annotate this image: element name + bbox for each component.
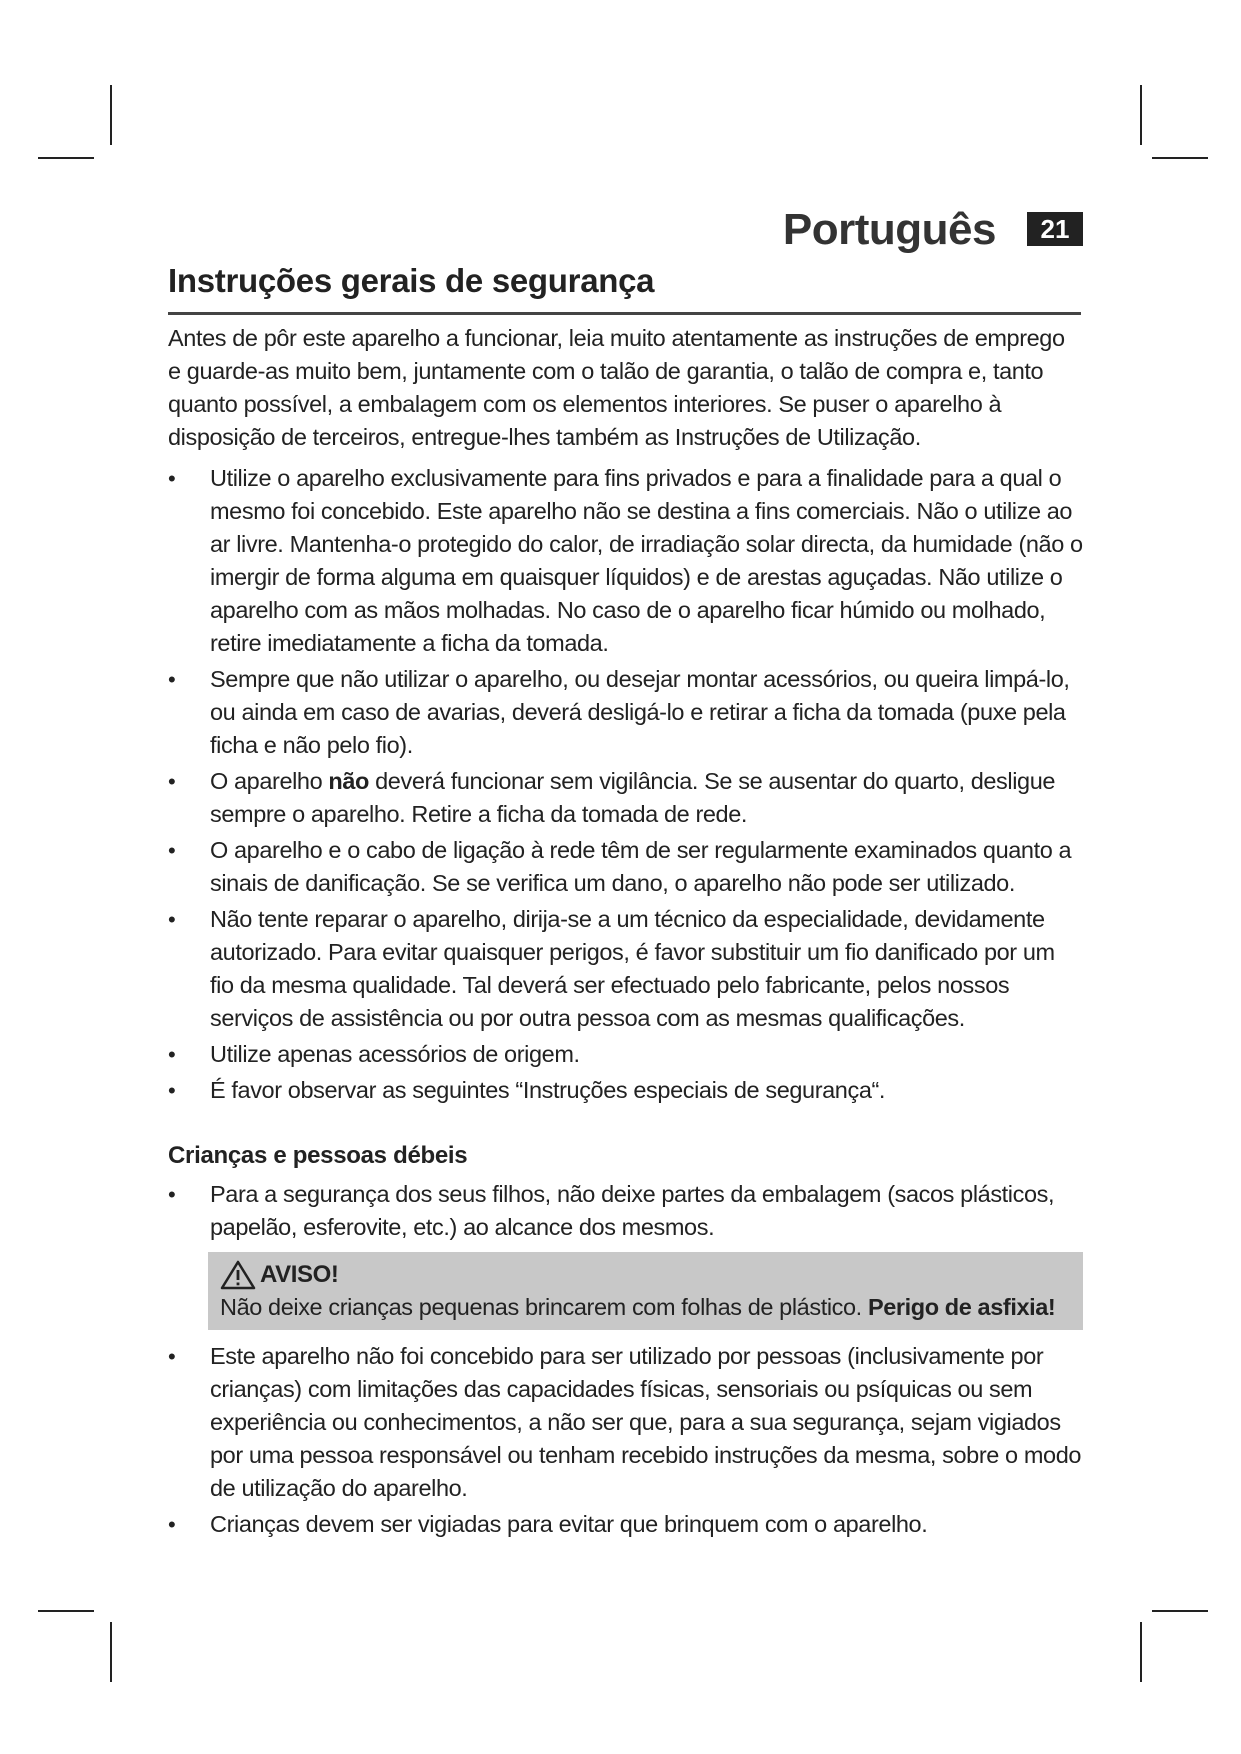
list-item: • Este aparelho não foi concebido para ser utilizado por pessoas (inclusivamente por crianças) com limitações das capacidades físicas, sensoriais ou psíquicas ou sem experiência ou conhecimentos, a não ser que, para a sua segurança, sejam vigiados por uma pessoa responsável ou tenham recebido instruções da mesma, sobre o modo de utilização do aparelho. — [168, 1340, 1083, 1505]
warning-text-line — [220, 1291, 1073, 1324]
crop-mark — [38, 1610, 94, 1612]
list-item: • Crianças devem ser vigiadas para evitar que brinquem com o aparelho. — [168, 1508, 1083, 1541]
children-list — [168, 1178, 1083, 1244]
warning-emphasis: Perigo de asfixia! — [867, 1294, 1056, 1320]
warning-title: AVISO! — [260, 1261, 339, 1288]
list-item — [168, 765, 1083, 831]
crop-mark — [38, 157, 94, 159]
warning-header — [220, 1258, 1073, 1291]
list-item: • O aparelho e o cabo de ligação à rede têm de ser regularmente examinados quanto a sinais de danificação. Se se verifica um dano, o aparelho não pode ser utilizado. — [168, 834, 1083, 900]
crop-mark — [1152, 1610, 1208, 1612]
crop-mark — [1152, 157, 1208, 159]
warning-box — [208, 1252, 1083, 1330]
page-number-badge: 21 — [1027, 212, 1083, 246]
list-item: • Não tente reparar o aparelho, dirija-se a um técnico da especialidade, devidamente autorizado. Para evitar quaisquer perigos, é favor substituir um fio danificado por um fio da mesma qualidade. Tal deverá ser efectuado pelo fabricante, pelos nossos serviços de assistência ou por outra pessoa com as mesmas qualificações. — [168, 903, 1083, 1035]
crop-mark — [110, 1622, 112, 1682]
list-item-emphasis: não — [328, 768, 369, 794]
list-item: • Sempre que não utilizar o aparelho, ou desejar montar acessórios, ou queira limpá-lo, ou ainda em caso de avarias, deverá desligá-lo e retirar a ficha da tomada (puxe pela ficha e não pelo fio). — [168, 663, 1083, 762]
title-divider — [168, 312, 1081, 315]
warning-text: Não deixe crianças pequenas brincarem com folhas de plástico. — [220, 1294, 868, 1320]
crop-mark — [1140, 1622, 1142, 1682]
crop-mark — [110, 85, 112, 145]
crop-mark — [1140, 85, 1142, 145]
list-item-text: O aparelho — [210, 768, 329, 794]
intro-paragraph: Antes de pôr este aparelho a funcionar, leia muito atentamente as instruções de emprego e guarde-as muito bem, juntamente com o talão de garantia, o talão de compra e, tanto quanto possível, a embalagem com os elementos interiores. Se puser o aparelho à disposição de terceiros, entregue-lhes também as Instruções de Utilização. — [168, 325, 1065, 450]
list-item: • Para a segurança dos seus filhos, não deixe partes da embalagem (sacos plásticos, papelão, esferovite, etc.) ao alcance dos mesmos. — [168, 1178, 1083, 1244]
list-item-text: deverá funcionar sem vigilância. Se se ausentar do quarto, desligue sempre o aparelho. Retire a ficha da tomada de rede. — [210, 768, 1056, 827]
language-heading: Português — [782, 205, 996, 254]
children-list-continued — [168, 1340, 1083, 1541]
list-item: • Utilize o aparelho exclusivamente para fins privados e para a finalidade para a qual o mesmo foi concebido. Este aparelho não se destina a fins comerciais. Não o utilize ao ar livre. Mantenha-o protegido do calor, de irradiação solar directa, da humidade (não o imergir de forma alguma em quaisquer líquidos) e de arestas aguçadas. Não utilize o aparelho com as mãos molhadas. No caso de o aparelho ficar húmido ou molhado, retire imediatamente a ficha da tomada. — [168, 462, 1083, 660]
safety-list — [168, 462, 1083, 1107]
page-title: Instruções gerais de segurança — [168, 262, 655, 299]
warning-icon — [220, 1260, 256, 1290]
list-item: • É favor observar as seguintes “Instruções especiais de segurança“. — [168, 1074, 1083, 1107]
content-body — [168, 322, 1083, 1544]
list-item: • Utilize apenas acessórios de origem. — [168, 1038, 1083, 1071]
section-heading: Crianças e pessoas débeis — [168, 1142, 468, 1169]
